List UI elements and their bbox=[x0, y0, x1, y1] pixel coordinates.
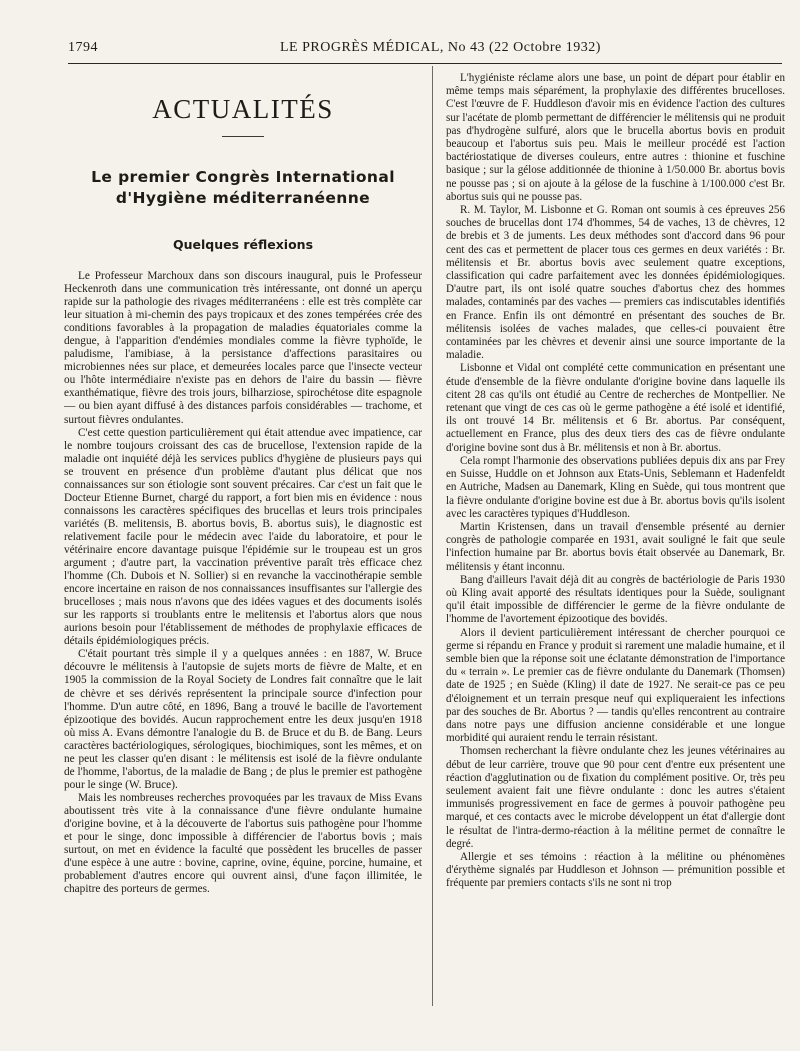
paragraph: Allergie et ses témoins : réaction à la mélitine ou phénomènes d'érythème signalés par Huddleson et Johnson — prémunition possible et fréquente par premiers contacts s'ils ne sont ni trop bbox=[446, 850, 785, 890]
running-header bbox=[68, 40, 782, 60]
paragraph: Le Professeur Marchoux dans son discours inaugural, puis le Professeur Heckenroth dans une communication très intéressante, ont donné un aperçu rapide sur la pathologie des rivages méditerranéens : elle est très complète car leur situation à mi-chemin des pays tropicaux et des zones tempérées crée des conditions favorables à la propagation de maladies équatoriales comme la dengue, à l'apparition d'endémies mondiales comme la fièvre typhoïde, le paludisme, l'amibiase, à la persistance d'affections parasitaires ou microbiennes nées sur place, et demeurées locales parce que l'insecte vecteur ou l'hôte intermédiaire n'existe pas en dehors de l'aire du bassin — fièvre exanthématique, fièvre des trois jours, bilharziose, spirochétose dite espagnole — ou bien ayant diffusé à des distances parfois considérables — trachome, et surtout fièvres ondulantes. bbox=[64, 270, 422, 426]
paragraph: R. M. Taylor, M. Lisbonne et G. Roman ont soumis à ces épreuves 256 souches de brucellas dont 174 d'hommes, 54 de vaches, 13 de chèvres, 12 de brebis et 3 de juments. Les deux méthodes sont d'accord dans 96 pour cent des cas et permettent de placer tous ces germes en deux variétés : Br. mélitensis et Br. abortus bovis avec seulement quatre exceptions, classification qui cadre parfaitement avec les données épidémiologiques. D'autre part, ils ont isolé quatre souches d'abortus chez des hommes malades, contaminés par des vaches — premiers cas indiscutables identifiés en France. Enfin ils ont démontré en présentant des souches de Br. mélitensis isolées de vaches malades, que celles-ci pouvaient être contaminées par les chèvres et devenir ainsi une source importante de la maladie. bbox=[446, 204, 785, 362]
article-title bbox=[64, 167, 422, 209]
paragraph: C'était pourtant très simple il y a quelques années : en 1887, W. Bruce découvre le mélitensis à l'autopsie de sujets morts de fièvre de Malte, et en 1905 la commission de la Royal Society de Londres fait connaître que le lait de chèvre et ses dérivés représentent la principale source d'infection pour l'homme. D'un autre côté, en 1896, Bang a trouvé le bacille de l'avortement épizootique des bovidés. Aucun rapprochement entre les deux jusqu'en 1918 où miss A. Evans démontre l'analogie du B. de Bruce et du B. de Bang. Leurs caractères bactériologiques, sérologiques, biochimiques, sont les mêmes, et on ne peut les classer qu'en disant : le mélitensis est isolé de la fièvre ondulante de l'homme, l'abortus, de la maladie de Bang ; de plus le premier est pathogène pour le singe (W. Bruce). bbox=[64, 648, 422, 791]
page-number: 1794 bbox=[68, 40, 98, 55]
left-column bbox=[64, 72, 422, 896]
paragraph: Alors il devient particulièrement intéressant de chercher pourquoi ce germe si répandu en France y produit si rarement une maladie humaine, et il semble bien que la réponse soit une éclatante démonstration de l'importance du « terrain ». Le premier cas de fièvre ondulante du Danemark (Thomsen) date de 1925 ; en Suède (Kling) il date de 1927. Ne serait-ce pas ce peu d'éloignement et un terrain presque neuf qui expliqueraient les infections par des souches de Br. Abortus ? — tandis qu'elles rencontrent au contraire dans notre pays une diffusion ancienne considérable et une longue morbidité qui auraient rendu le terrain résistant. bbox=[446, 626, 785, 745]
paragraph: Martin Kristensen, dans un travail d'ensemble présenté au dernier congrès de pathologie comparée en 1931, avait souligné le fait que seule l'infection humaine par Br. abortus bovis était observée au Danemark, Br. mélitensis y étant inconnu. bbox=[446, 520, 785, 573]
header-rule bbox=[68, 63, 782, 64]
journal-issue-title: LE PROGRÈS MÉDICAL, No 43 (22 Octobre 1932) bbox=[280, 40, 601, 55]
paragraph: Mais les nombreuses recherches provoquées par les travaux de Miss Evans aboutissent très vite à la connaissance d'une fièvre ondulante humaine d'origine bovine, et à la découverte de l'abortus suis pathogène pour l'homme et pour le singe, donc impossible à différencier de l'abortus bovis ; mais surtout, on met en évidence la faculté que possèdent les brucelles de passer d'une espèce à une autre : bovine, caprine, ovine, équine, porcine, humaine, et probablement d'autres encore qui ouvrent ainsi, d'une façon illimitée, le chapitre des porteurs de germes. bbox=[64, 791, 422, 896]
article-body-right bbox=[446, 72, 785, 891]
title-rule bbox=[222, 136, 264, 137]
article-body-left bbox=[64, 270, 422, 896]
article-title-line: Le premier Congrès International bbox=[91, 168, 395, 186]
paragraph: Bang d'ailleurs l'avait déjà dit au congrès de bactériologie de Paris 1930 où Kling avait apporté des résultats identiques pour la Suède, soulignant qu'il était impossible de différencier le germe de la fièvre ondulante de l'homme de l'avortement épizootique des bovidés. bbox=[446, 573, 785, 626]
paragraph: Thomsen recherchant la fièvre ondulante chez les jeunes vétérinaires au début de leur carrière, trouve que 90 pour cent d'entre eux présentent une réaction d'agglutination ou de fixation du complément positive. Or, très peu seulement avaient fait une fièvre ondulante : donc les autres s'étaient immunisés progressivement en face de germes à pouvoir pathogène peu marqué, et ces contacts avec le microbe développent un état d'allergie dont le résultat de l'intra-dermo-réaction à la mélitine permet de connaître le degré. bbox=[446, 745, 785, 850]
article-title-line: d'Hygiène méditerranéenne bbox=[115, 189, 371, 207]
paragraph: Cela rompt l'harmonie des observations publiées depuis dix ans par Frey en Suisse, Huddle on et Johnson aux Etats-Unis, Seblemann et Hadenfeldt en Autriche, Madsen au Danemark, Kling en Suède, qui tous montrent que la fièvre ondulante d'origine bovine est due à Br. abortus bovis qu'ils isolent avec les caractères typiques d'Huddleson. bbox=[446, 454, 785, 520]
article-subheading: Quelques réflexions bbox=[172, 237, 314, 252]
paragraph: C'est cette question particulièrement qui était attendue avec impatience, car le nombre toujours croissant des cas de brucellose, l'extension rapide de la maladie ont inquiété déjà les services publics d'hygiène de plusieurs pays qui se trouvent en présence d'un problème d'autant plus délicat que nos connaissances sur son étiologie sont souvent précaires. Car c'est un fait que le Docteur Etienne Burnet, chargé du rapport, a fort bien mis en évidence : nous connaissons les caractères spécifiques des brucellas et leurs trois principales variétés (B. melitensis, B. abortus bovis, B. abortus suis), le diagnostic est relativement facile pour le médecin avec l'aide du laboratoire, et pour le vétérinaire encore davantage puisque l'épidémie sur le troupeau est un gros argument ; d'autre part, la vaccination préventive paraît très efficace chez l'homme (Ch. Dubois et N. Sollier) si en revanche la vaccinothérapie semble encore incertaine en raison de nos connaissances insuffisantes sur l'allergie des brucelloses ; mais nous n'avons que des idées vagues et des documents isolés sur les rapports si troublants entre le melitensis et l'abortus alors que nous aurions besoin pour l'établissement de méthodes de prophylaxie efficaces de détails épidémiologiques précis. bbox=[64, 426, 422, 648]
paragraph: L'hygiéniste réclame alors une base, un point de départ pour établir en même temps mais séparément, la prophylaxie des différentes brucelloses. C'est l'œuvre de F. Huddleson d'avoir mis en évidence l'action des cultures sur l'acétate de plomb permettant de différencier le mélitensis qui ne produit pas d'hydrogène sulfuré, alors que le brucella abortus bovis en produit beaucoup et l'abortus suis peu. Mais le meilleur procédé est l'action bactériostatique de diverses couleurs, entre autres : thionine et fuschine basique ; sur la gélose additionnée de thionine à 1/50.000 Br. abortus bovis ne pousse pas ; si on ajoute à la gélose de la fuschine à 1/100.000 c'est Br. abortus suis qui ne pousse pas. bbox=[446, 72, 785, 203]
section-title: ACTUALITÉS bbox=[152, 94, 334, 124]
column-divider bbox=[432, 66, 433, 1006]
paragraph: Lisbonne et Vidal ont complété cette communication en présentant une étude d'ensemble de la fièvre ondulante d'origine bovine dans laquelle ils citent 28 cas qu'ils ont étudié au Centre de recherches de Montpellier. Ne retenant que vingt de ces cas où le germe pathogène a été isolé et identifié, ils ont trouvé 14 Br. mélitensis et 6 Br. abortus. Par conséquent, actuellement en France, plus des deux tiers des cas de fièvre ondulante d'origine bovine sont dus à Br. mélitensis et non à Br. abortus. bbox=[446, 362, 785, 454]
right-column bbox=[446, 72, 785, 891]
